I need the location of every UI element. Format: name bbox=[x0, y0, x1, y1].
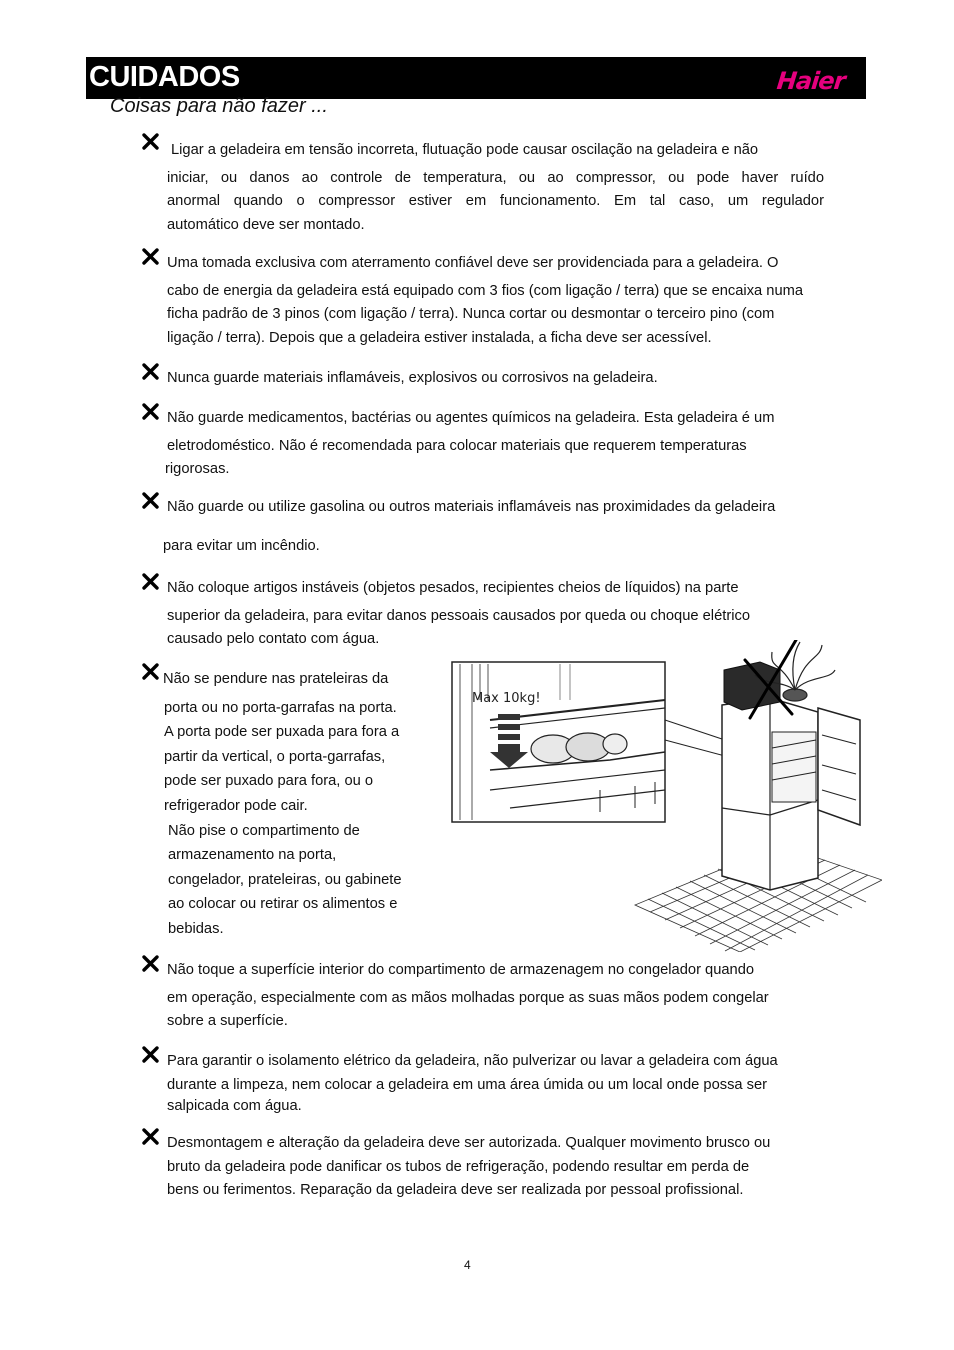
item-line: bens ou ferimentos. Reparação da geladeira deve ser realizada por pessoal profissional. bbox=[167, 1182, 744, 1198]
item-line: Ligar a geladeira em tensão incorreta, flutuação pode causar oscilação na geladeira e não bbox=[171, 142, 759, 158]
max-load-label: Max 10kg! bbox=[472, 691, 541, 706]
x-mark-icon bbox=[140, 571, 162, 593]
item-line: para evitar um incêndio. bbox=[163, 537, 320, 554]
item-line: refrigerador pode cair. bbox=[164, 797, 308, 814]
section-header-bar bbox=[86, 57, 866, 99]
item-line: salpicada com água. bbox=[167, 1098, 302, 1114]
item-line: rigorosas. bbox=[165, 461, 230, 477]
item-line: superior da geladeira, para evitar danos pessoais causados por queda ou choque elétrico bbox=[167, 607, 750, 624]
item-line: Não guarde medicamentos, bactérias ou agentes químicos na geladeira. Esta geladeira é um bbox=[167, 410, 775, 426]
item-line: Para garantir o isolamento elétrico da geladeira, não pulverizar ou lavar a geladeira com água bbox=[167, 1053, 778, 1069]
haier-logo: Haier bbox=[775, 67, 847, 95]
page-number: 4 bbox=[464, 1258, 471, 1272]
item-line: Não guarde ou utilize gasolina ou outros materiais inflamáveis nas proximidades da geladeira bbox=[167, 499, 776, 515]
item-line: congelador, prateleiras, ou gabinete bbox=[168, 871, 402, 888]
section-title: CUIDADOS bbox=[89, 61, 240, 93]
item-line: porta ou no porta-garrafas na porta. bbox=[164, 699, 397, 716]
x-mark-icon bbox=[140, 1044, 162, 1066]
item-line: eletrodoméstico. Não é recomendada para colocar materiais que requerem temperaturas bbox=[167, 437, 747, 454]
item-line: bebidas. bbox=[168, 920, 224, 937]
item-line: bruto da geladeira pode danificar os tubos de refrigeração, podendo resultar em perda de bbox=[167, 1158, 750, 1175]
item-line: Não pise o compartimento de bbox=[168, 822, 360, 839]
x-mark-icon bbox=[140, 661, 162, 683]
x-mark-icon bbox=[140, 490, 162, 512]
item-line: Não coloque artigos instáveis (objetos pesados, recipientes cheios de líquidos) na parte bbox=[167, 580, 739, 596]
x-mark-icon bbox=[140, 131, 162, 153]
item-line: partir da vertical, o porta-garrafas, bbox=[164, 748, 386, 765]
item-line: ligação / terra). Depois que a geladeira estiver instalada, a ficha deve ser acessível. bbox=[167, 329, 712, 346]
item-line: Não toque a superfície interior do compartimento de armazenagem no congelador quando bbox=[167, 962, 755, 978]
item-line: Nunca guarde materiais inflamáveis, explosivos ou corrosivos na geladeira. bbox=[167, 370, 658, 386]
item-line: pode ser puxado para fora, ou o bbox=[164, 773, 374, 790]
x-mark-icon bbox=[140, 401, 162, 423]
item-line: iniciar, ou danos ao controle de temperatura, ou ao compressor, ou pode haver ruído bbox=[167, 169, 824, 186]
item-line: anormal quando o compressor estiver em funcionamento. Em tal caso, um regulador bbox=[167, 193, 824, 209]
item-line: Desmontagem e alteração da geladeira deve ser autorizada. Qualquer movimento brusco ou bbox=[167, 1135, 771, 1151]
item-line: A porta pode ser puxada para fora a bbox=[164, 724, 400, 741]
item-line: em operação, especialmente com as mãos molhadas porque as suas mãos podem congelar bbox=[167, 989, 769, 1006]
item-line: Uma tomada exclusiva com aterramento confiável deve ser providenciada para a geladeira. O bbox=[167, 255, 779, 271]
item-line: cabo de energia da geladeira está equipado com 3 fios (com ligação / terra) que se encaixa numa bbox=[167, 282, 804, 299]
item-line: causado pelo contato com água. bbox=[167, 631, 380, 647]
item-line: ao colocar ou retirar os alimentos e bbox=[168, 896, 398, 913]
x-mark-icon bbox=[140, 246, 162, 268]
item-line: automático deve ser montado. bbox=[167, 216, 365, 233]
x-mark-icon bbox=[140, 953, 162, 975]
refrigerator-warning-illustration bbox=[450, 640, 882, 952]
item-line: Não se pendure nas prateleiras da bbox=[163, 671, 389, 687]
x-mark-icon bbox=[140, 361, 162, 383]
x-mark-icon bbox=[140, 1126, 162, 1148]
item-line: ficha padrão de 3 pinos (com ligação / terra). Nunca cortar ou desmontar o terceiro pino (com bbox=[167, 306, 775, 322]
item-line: armazenamento na porta, bbox=[168, 847, 337, 864]
item-line: durante a limpeza, nem colocar a geladeira em uma área úmida ou um local onde possa ser bbox=[167, 1076, 768, 1093]
section-subtitle: Coisas para não fazer ... bbox=[110, 95, 328, 117]
item-line: sobre a superfície. bbox=[167, 1013, 288, 1029]
